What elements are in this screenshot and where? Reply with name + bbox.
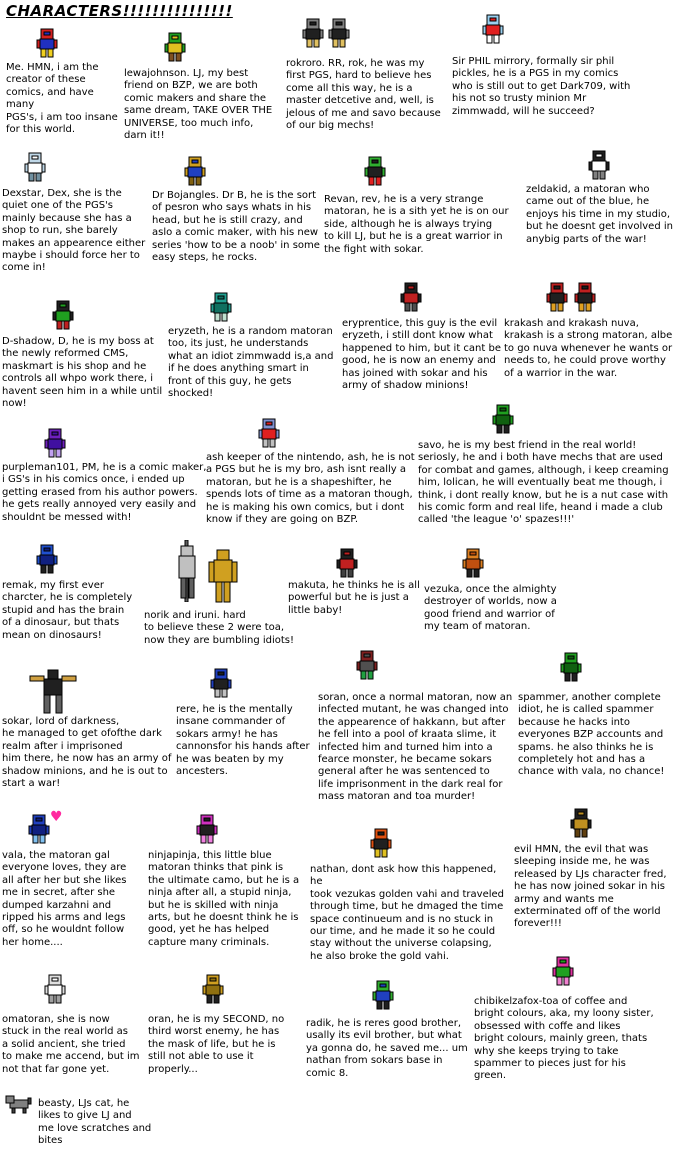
soran-description: soran, once a normal matoran, now an infected mutant, he was changed into the appearence of hakkann, but after he fell into a pool of kraata slime, it infected him and turned him into a fearce monster, he became sokars general after he was sentenced to life imprisonment in the dark real for mass matoran and toa murder!	[318, 692, 513, 803]
evilhmn-sprite-icon	[570, 808, 592, 842]
zeldakid-sprite-icon	[588, 150, 610, 184]
sokar-sprite-icon	[28, 668, 78, 720]
chibikelzafox-description: chibikelzafox-toa of coffee and bright colours, aka, my loony sister, obsessed with coffe and likes bright colours, mainly green, thats why she keeps trying to take spammer to pieces just for his green.	[474, 996, 654, 1082]
spammer-sprite-icon	[560, 652, 582, 686]
oran-sprite-icon	[202, 974, 224, 1008]
sirphil-sprite-icon	[482, 14, 504, 48]
evilhmn-description: evil HMN, the evil that was sleeping inside me, he was released by LJs character fred, he has now joined sokar in his army and wants me exterminated off of the world forever!!!	[514, 844, 667, 930]
beasty-description: beasty, LJs cat, he likes to give LJ and me love scratches and bites	[38, 1098, 152, 1147]
dexstar-sprite-icon	[24, 152, 46, 186]
vala-sprite-icon	[28, 814, 50, 848]
makuta-description: makuta, he thinks he is all powerful but he is just a little baby!	[288, 580, 420, 616]
vala-description: vala, the matoran gal everyone loves, they are all after her but she likes me in secret, after she dumped karzahni and ripped his arms and legs off, so he wouldnt follow her home....	[2, 850, 127, 948]
vezuka-description: vezuka, once the almighty destroyer of worlds, now a good friend and warrior of my team of matoran.	[424, 584, 557, 633]
norik-sprite-icon	[172, 540, 202, 606]
makuta-sprite-icon	[336, 548, 358, 582]
remak-description: remak, my first ever charcter, he is completely stupid and has the brain of a dinosaur, but thats mean on dinosaurs!	[2, 580, 133, 641]
dexstar-description: Dexstar, Dex, she is the quiet one of the PGS's mainly because she has a shop to run, she barely makes an appearence either maybe i should force her to come in!	[2, 188, 146, 274]
revan-sprite-icon	[364, 156, 386, 190]
vezuka-sprite-icon	[462, 548, 484, 582]
rokroro-description: rokroro. RR, rok, he was my first PGS, hard to believe hes come all this way, he is a master detcetive and, well, is jelous of me and savo because of our big mechs!	[286, 58, 441, 132]
lewajohnson-description: lewajohnson. LJ, my best friend on BZP, we are both comic makers and share the same dream, TAKE OVER THE UNIVERSE, too much info, darn it!!	[124, 68, 273, 142]
purpleman-sprite-icon	[44, 428, 66, 462]
krakash-description: krakash and krakash nuva, krakash is a strong matoran, albe to go nuva whenever he wants or needs to, he could prove worthy of a warrior in the war.	[504, 318, 673, 379]
eryzeth-description: eryzeth, he is a random matoran too, its just, he understands what an idiot zimmwadd is,a and if he does anything smart in front of this guy, he gets shocked!	[168, 326, 334, 400]
zeldakid-description: zeldakid, a matoran who came out of the blue, he enjoys his time in my studio, but he doesnt get involved in anybig parts of the war!	[526, 184, 673, 245]
sokar-description: sokar, lord of darkness, he managed to get ofofthe dark realm after i imprisoned him there, he now has an army of shadow minions, and he is out to start a war!	[2, 716, 172, 790]
iruni-sprite-icon	[208, 548, 238, 608]
eryprentice-sprite-icon	[400, 282, 422, 316]
drbojangles-sprite-icon	[184, 156, 206, 190]
oran-description: oran, he is my SECOND, no third worst enemy, he has the mask of life, but he is still not able to use it properly...	[148, 1014, 285, 1075]
krakash-sprite-icon	[546, 282, 568, 316]
heart-icon: ♥	[50, 809, 63, 825]
omatoran-description: omatoran, she is now stuck in the real world as a solid ancient, she tried to make me accend, but im not that far gone yet.	[2, 1014, 140, 1075]
nathan-sprite-icon	[370, 828, 392, 862]
hmn-description: Me. HMN, i am the creator of these comics, and have many PGS's, i am too insane for this world.	[6, 62, 118, 136]
omatoran-sprite-icon	[44, 974, 66, 1008]
savo-sprite-icon	[492, 404, 514, 438]
hmn-sprite-icon	[36, 28, 58, 62]
norik-description: norik and iruni. hard to believe these 2 were toa, now they are bumbling idiots!	[144, 610, 295, 646]
revan-description: Revan, rev, he is a very strange matoran, he is a sith yet he is on our side, although he is always trying to kill LJ, but he is a great warrior in the fight with sokar.	[324, 194, 509, 255]
ninjapinja-sprite-icon	[196, 814, 218, 848]
purpleman-description: purpleman101, PM, he is a comic maker, i GS's in his comics once, i ended up getting erased from his author powers. he gets really annoyed very easily and shouldnt be messed with!	[2, 462, 207, 523]
page-title: CHARACTERS!!!!!!!!!!!!!!!	[6, 2, 233, 20]
remak-sprite-icon	[36, 544, 58, 578]
rere-sprite-icon	[210, 668, 232, 702]
rere-description: rere, he is the mentally insane commander of sokars army! he has cannonsfor his hands after he was beaten by my ancesters.	[176, 704, 310, 778]
ash-sprite-icon	[258, 418, 280, 452]
dshadow-description: D-shadow, D, he is my boss at the newly reformed CMS, maskmart is his shop and he controls all whpo work there, i havent seen him in a while until now!	[2, 336, 163, 410]
soran-sprite-icon	[356, 650, 378, 684]
lewajohnson-sprite-icon	[164, 32, 186, 66]
radik-description: radik, he is reres good brother, usally its evil brother, but what ya gonna do, he saved me... um nathan from sokars base in comic 8.	[306, 1018, 468, 1079]
ash-description: ash keeper of the nintendo, ash, he is not a PGS but he is my bro, ash isnt really a matoran, but he is a shapeshifter, he spends lots of time as a matoran though, he is making his own comics, but i dont know if they are going on BZP.	[206, 452, 415, 526]
sirphil-description: Sir PHIL mirrory, formally sir phil pickles, he is a PGS in my comics who is still out to get Dark709, with his not so trusty minion Mr zimmwadd, will he succeed?	[452, 56, 631, 117]
savo-description: savo, he is my best friend in the real world! seriosly, he and i both have mechs that are used for combat and games, although, i keep creaming him, lolican, he will eventually beat me though, i think, i dont really know, but he is a nut case with his comic form and real life, heand i made a club called 'the league 'o' spazes!!!'	[418, 440, 669, 526]
chibikelzafox-sprite-icon	[552, 956, 574, 990]
radik-sprite-icon	[372, 980, 394, 1014]
eryprentice-description: eryprentice, this guy is the evil eryzeth, i still dont know what happened to him, but it cant be good, he is now an enemy and has joined with sokar and his army of shadow minions!	[342, 318, 501, 392]
rokroro-alt-sprite-icon	[328, 18, 350, 52]
dshadow-sprite-icon	[52, 300, 74, 334]
nathan-description: nathan, dont ask how this happened, he took vezukas golden vahi and traveled through time, but he dmaged the time space continueum and is no stuck in our time, and he made it so he could stay without the universe colapsing, he also broke the gold vahi.	[310, 864, 505, 962]
drbojangles-description: Dr Bojangles. Dr B, he is the sort of pesron who says whats in his head, but he is still crazy, and aslo a comic maker, with his new series 'how to be a noob' in some easy steps, he rocks.	[152, 190, 320, 264]
rokroro-sprite-icon	[302, 18, 324, 52]
cat-sprite-icon	[4, 1094, 34, 1118]
spammer-description: spammer, another complete idiot, he is called spammer because he hacks into everyones BZP accounts and spams. he also thinks he is completely hot and has a chance with vala, no chance!	[518, 692, 665, 778]
eryzeth-sprite-icon	[210, 292, 232, 326]
krakash-nuva-sprite-icon	[574, 282, 596, 316]
ninjapinja-description: ninjapinja, this little blue matoran thinks that pink is the ultimate camo, but he is a ninja after all, a stupid ninja, but he is skilled with ninja arts, but he doesnt think he is good, yet he has helped capture many criminals.	[148, 850, 300, 948]
